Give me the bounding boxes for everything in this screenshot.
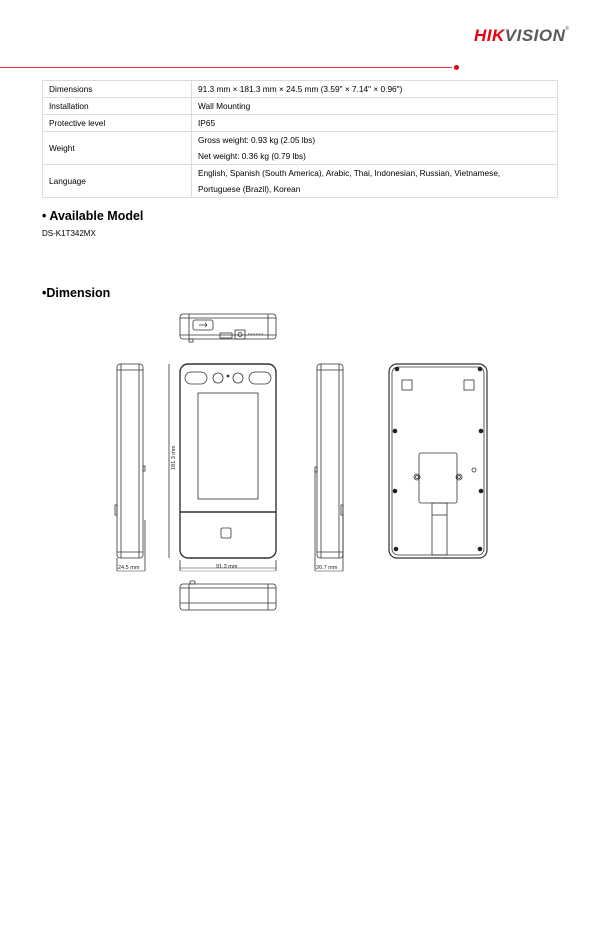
dimension-heading: •Dimension bbox=[42, 286, 111, 300]
right-side-view bbox=[315, 364, 343, 571]
spec-label: Installation bbox=[43, 98, 192, 115]
model-number: DS-K1T342MX bbox=[42, 229, 96, 238]
spec-value-line: Gross weight: 0.93 kg (2.05 lbs) bbox=[198, 135, 316, 145]
spec-value-line: Portuguese (Brazil), Korean bbox=[198, 184, 301, 194]
label-height: 181.3 mm bbox=[171, 445, 177, 470]
front-view bbox=[169, 364, 276, 571]
logo-vision: VISION bbox=[504, 26, 566, 45]
spec-label: Language bbox=[43, 165, 192, 198]
spec-label: Protective level bbox=[43, 115, 192, 132]
spec-value-line: Net weight: 0.36 kg (0.79 lbs) bbox=[198, 151, 306, 161]
spec-value-line: IP65 bbox=[198, 118, 216, 128]
spec-label: Weight bbox=[43, 132, 192, 165]
back-view bbox=[389, 364, 487, 558]
bottom-view bbox=[180, 571, 276, 610]
spec-label: Dimensions bbox=[43, 81, 192, 98]
label-depth-left: 24.5 mm bbox=[118, 565, 140, 571]
logo-hik: HIK bbox=[474, 26, 505, 45]
label-width: 91.3 mm bbox=[216, 564, 238, 570]
available-model-heading: • Available Model bbox=[42, 209, 144, 223]
spec-value-line: Wall Mounting bbox=[198, 101, 251, 111]
top-view bbox=[180, 314, 276, 342]
left-side-view bbox=[115, 364, 145, 571]
spec-value-line: English, Spanish (South America), Arabic, Thai, Indonesian, Russian, Vietnamese, bbox=[198, 168, 501, 178]
logo-trademark: ® bbox=[565, 26, 570, 32]
spec-value-line: 91.3 mm × 181.3 mm × 24.5 mm (3.59" × 7.14" × 0.96") bbox=[198, 84, 403, 94]
label-depth-right: 26.7 mm bbox=[316, 565, 338, 571]
back-screws bbox=[393, 367, 484, 552]
